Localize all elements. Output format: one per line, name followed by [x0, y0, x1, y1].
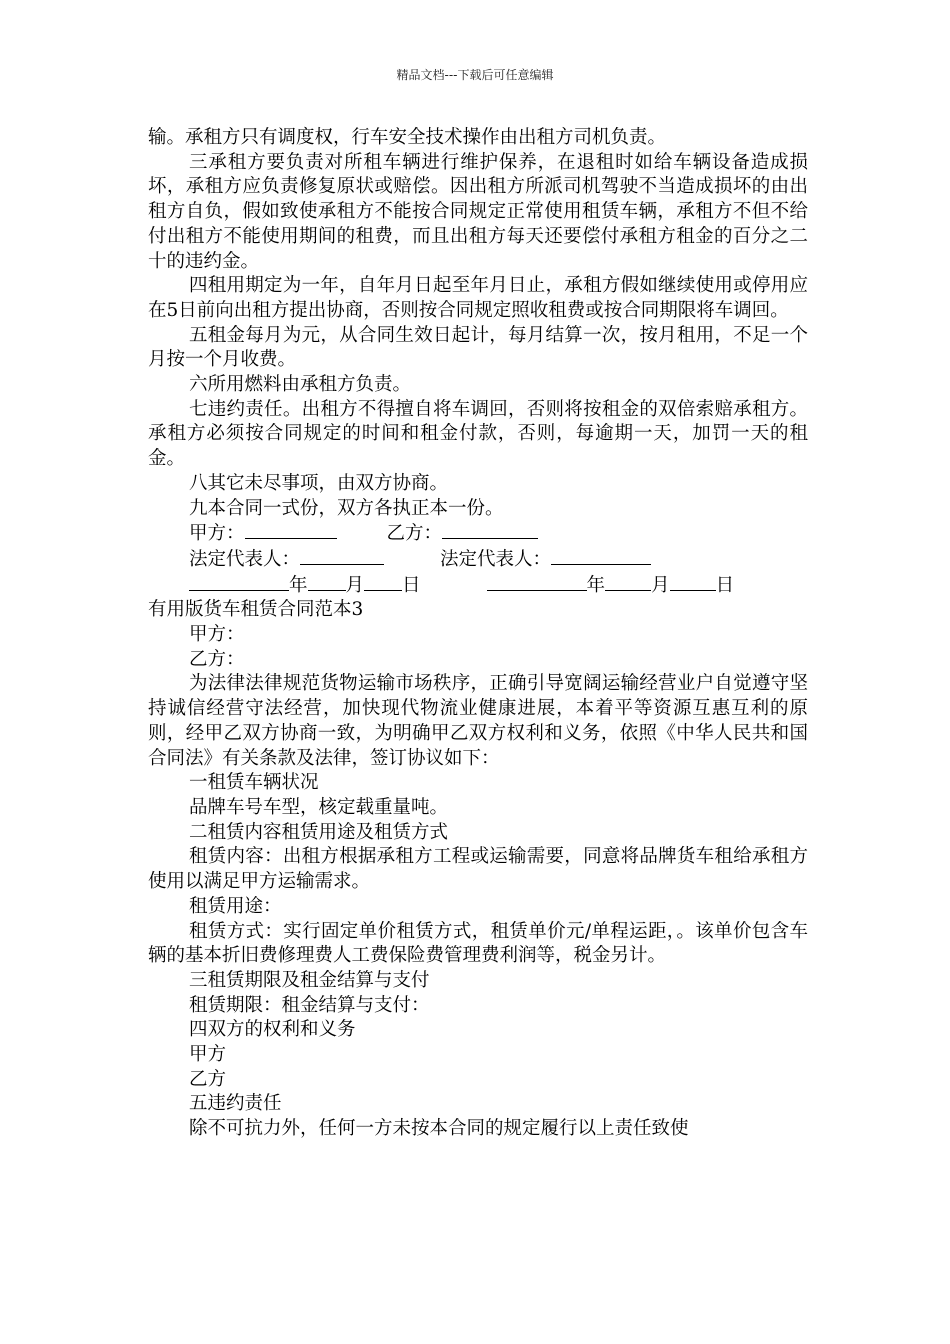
signature-reps-row — [148, 547, 808, 573]
signature-date-row — [148, 573, 808, 599]
party-a-blank — [245, 521, 337, 539]
party-a-label: 甲方： — [189, 523, 245, 545]
paragraph: 六所用燃料由承租方负责。 — [189, 374, 412, 396]
clause-heading: 三租赁期限及租金结算与支付 — [189, 969, 430, 991]
paragraph: 除不可抗力外，任何一方未按本合同的规定履行以上责任致使 — [189, 1118, 689, 1140]
paragraph: 八其它未尽事项，由双方协商。 — [189, 472, 449, 494]
page-header: 精品文档---下载后可任意编辑 — [396, 68, 554, 82]
paragraph: 为法律法律规范货物运输市场秩序，正确引导宽阔运输经营业户自觉遵守坚持诚信经营守法经营，加快现代物流业健康进展，本着平等资源互惠互利的原则，经甲乙双方协商一致，为明确甲乙双方权利和义务，依照《中华人民共和国合同法》有关条款及法律，签订协议如下： — [148, 673, 808, 769]
date-a-month: 月 — [345, 574, 365, 596]
party-b-label: 乙方： — [386, 523, 443, 545]
section-title: 有用版货车租赁合同范本3 — [148, 599, 364, 621]
paragraph: 输。承租方只有调度权，行车安全技术操作由出租方司机负责。 — [148, 127, 667, 148]
date-b-year: 年 — [586, 574, 606, 596]
paragraph: 甲方 — [189, 1044, 227, 1066]
paragraph: 租赁用途： — [189, 895, 282, 917]
clause-heading: 四双方的权利和义务 — [189, 1019, 356, 1041]
date-a-day-blank — [364, 573, 402, 591]
paragraph: 三承租方要负责对所租车辆进行维护保养，在退租时如给车辆设备造成损坏，承租方应负责修复原状或赔偿。因出租方所派司机驾驶不当造成损坏的由出租方自负，假如致使承租方不能按合同规定正常使用租赁车辆，承租方不但不给付出租方不能使用期间的租费，而且出租方每天还要偿付承租方租金的百分之二十的违约金。 — [148, 151, 808, 272]
party-a-line: 甲方： — [189, 624, 245, 646]
date-a-year: 年 — [289, 574, 308, 596]
date-a-year-blank — [189, 573, 289, 591]
party-b-line: 乙方： — [189, 648, 245, 670]
contract-body — [148, 126, 808, 1142]
paragraph: 九本合同一式份，双方各执正本一份。 — [189, 497, 504, 519]
date-a-month-blank — [308, 573, 346, 591]
rep-b-blank — [551, 547, 651, 565]
rep-a-label: 法定代表人： — [189, 548, 301, 570]
paragraph: 租赁内容：出租方根据承租方工程或运输需要，同意将品牌货车租给承租方使用以满足甲方运输需求。 — [148, 846, 808, 893]
paragraph: 乙方 — [189, 1068, 227, 1090]
date-b-month: 月 — [651, 574, 670, 596]
paragraph: 七违约责任。出租方不得擅自将车调回，否则将按租金的双倍索赔承租方。承租方必须按合同规定的时间和租金付款，否则，每逾期一天，加罚一天的租金。 — [148, 398, 808, 470]
paragraph: 五租金每月为元，从合同生效日起计，每月结算一次，按月租用，不足一个月按一个月收费。 — [148, 324, 808, 371]
date-b-year-blank — [487, 573, 587, 591]
rep-a-blank — [300, 547, 384, 565]
paragraph: 品牌车号车型，核定载重量吨。 — [189, 796, 449, 818]
party-b-blank — [442, 521, 538, 539]
date-b-month-blank — [605, 573, 651, 591]
paragraph: 租赁方式：实行固定单价租赁方式，租赁单价元/单程运距，。该单价包含车辆的基本折旧费修理费人工费保险费管理费利润等，税金另计。 — [148, 920, 808, 967]
clause-heading: 二租赁内容租赁用途及租赁方式 — [189, 821, 449, 843]
date-b-day-blank — [670, 573, 716, 591]
rep-b-label: 法定代表人： — [440, 548, 552, 570]
signature-parties-row — [148, 521, 808, 547]
date-b-day: 日 — [715, 574, 735, 596]
paragraph: 租赁期限：租金结算与支付： — [189, 994, 430, 1016]
clause-heading: 一租赁车辆状况 — [189, 772, 319, 794]
paragraph: 四租用期定为一年，自年月日起至年月日止，承租方假如继续使用或停用应在5日前向出租方提出协商，否则按合同规定照收租费或按合同期限将车调回。 — [148, 275, 808, 321]
date-a-day: 日 — [402, 574, 421, 596]
clause-heading: 五违约责任 — [189, 1093, 282, 1115]
